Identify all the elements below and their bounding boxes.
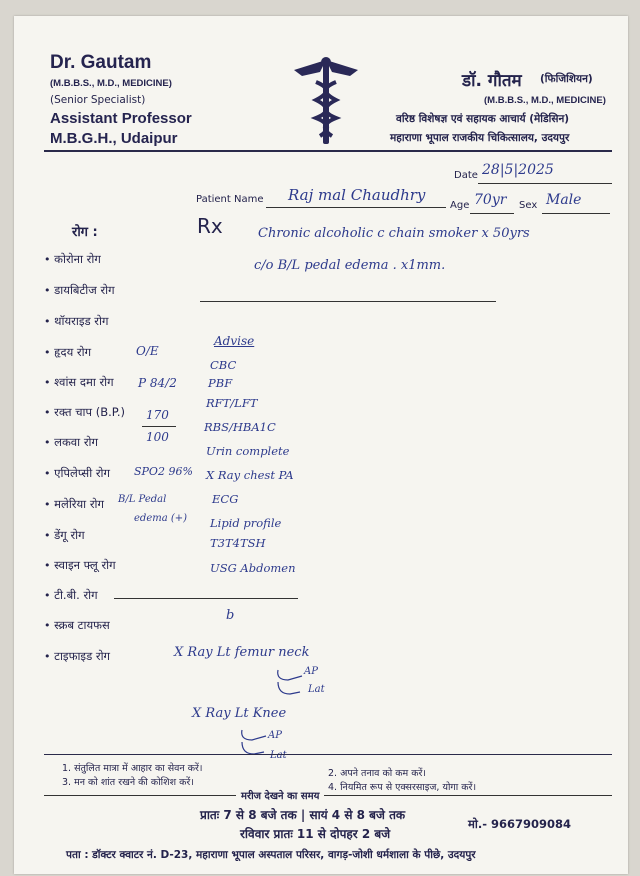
address: पता : डॉक्टर क्वाटर नं. D-23, महाराणा भूपाल अस्पताल परिसर, वागड़-जोशी धर्मशाला के पीछे, उदयपुर <box>66 849 476 861</box>
sex-line <box>542 213 610 214</box>
sex-value: Male <box>546 192 582 208</box>
list-item: • स्क्रब टायफस <box>44 618 110 632</box>
list-item: RFT/LFT <box>206 396 258 410</box>
doctor-role-hi: (फिजिशियन) <box>540 73 593 85</box>
timing-line <box>44 795 612 796</box>
pedal-note-1: B/L Pedal <box>118 494 167 505</box>
complaint-underline <box>200 301 496 302</box>
spo2-note: SPO2 96% <box>134 465 193 478</box>
footer-divider <box>44 754 612 755</box>
list-item: Urin complete <box>206 444 290 458</box>
list-item: T3T4TSH <box>210 536 266 550</box>
date-label: Date <box>454 170 478 181</box>
list-item: • मलेरिया रोग <box>44 497 104 511</box>
rx-symbol: Rx <box>197 214 223 238</box>
complaint-line-2: c/o B/L pedal edema . x1mm. <box>254 258 446 273</box>
pulse-note: P 84/2 <box>138 376 177 390</box>
list-item: USG Abdomen <box>210 561 296 575</box>
list-item: • स्वाइन फ्लू रोग <box>44 558 116 572</box>
list-item: X Ray chest PA <box>206 468 294 482</box>
list-item: • एपिलेप्सी रोग <box>44 466 110 480</box>
list-item: • रक्त चाप (B.P.) <box>44 405 126 419</box>
list-item: • डायबिटीज रोग <box>44 283 115 297</box>
xray-femur-lat: Lat <box>308 684 325 695</box>
timing-weekday: प्रातः 7 से 8 बजे तक | सायं 4 से 8 बजे तक <box>200 808 406 822</box>
list-item: • टाइफाइड रोग <box>44 649 111 663</box>
age-label: Age <box>450 200 470 211</box>
xray-femur: X Ray Lt femur neck <box>174 645 310 660</box>
complaint-line-1: Chronic alcoholic c chain smoker x 50yrs <box>258 226 530 241</box>
advice-3: 3. मन को शांत रखने की कोशिश करें। <box>62 777 194 788</box>
timing-heading: मरीज देखने का समय <box>236 788 324 802</box>
xray-knee-ap: AP <box>268 730 282 741</box>
doctor-degree-en: (M.B.B.S., M.D., MEDICINE) <box>50 78 172 89</box>
mobile-number: मो.- 9667909084 <box>468 817 572 831</box>
list-item: • डेंगू रोग <box>44 528 85 542</box>
list-item: • कोरोना रोग <box>44 252 101 266</box>
doctor-hospital-en: M.B.G.H., Udaipur <box>50 130 178 147</box>
tb-line <box>114 598 298 599</box>
list-item: RBS/HBA1C <box>204 420 276 434</box>
age-line <box>470 213 514 214</box>
cvs-note: O/E <box>136 344 159 358</box>
advice-4: 4. नियमित रूप से एक्सरसाइज, योगा करें। <box>328 782 477 793</box>
bp-top: 170 <box>146 408 169 422</box>
list-item: • लकवा रोग <box>44 435 98 449</box>
list-item: ECG <box>212 492 239 506</box>
patient-name-line <box>266 207 446 208</box>
doctor-name-hi: डॉ. गौतम <box>462 71 522 91</box>
prescription-page <box>14 16 628 874</box>
doctor-role-en: (Senior Specialist) <box>50 94 146 106</box>
xray-knee-lat: Lat <box>270 750 287 761</box>
timing-sunday: रविवार प्रातः 11 से दोपहर 2 बजे <box>240 827 391 841</box>
date-value: 28|5|2025 <box>482 162 554 178</box>
doctor-name-en: Dr. Gautam <box>50 52 152 73</box>
bp-bottom: 100 <box>146 430 169 444</box>
list-item: • थॉयराइड रोग <box>44 314 109 328</box>
advice-1: 1. संतुलित मात्रा में आहार का सेवन करें। <box>62 763 203 774</box>
list-item: PBF <box>208 376 233 390</box>
list-item: • श्वांस दमा रोग <box>44 375 114 389</box>
sex-label: Sex <box>519 200 538 211</box>
advice-2: 2. अपने तनाव को कम करें। <box>328 768 427 779</box>
pedal-note-2: edema (+) <box>134 513 188 524</box>
doctor-degree-hi: (M.B.B.S., M.D., MEDICINE) <box>484 95 606 106</box>
doctor-title-hi: वरिष्ठ विशेषज्ञ एवं सहायक आचार्य (मेडिसिन) <box>396 113 570 125</box>
bp-fraction-line <box>142 426 176 427</box>
xray-femur-ap: AP <box>304 666 318 677</box>
patient-name-label: Patient Name <box>196 194 264 205</box>
doctor-title-en: Assistant Professor <box>50 110 192 127</box>
list-item: Lipid profile <box>210 516 282 530</box>
list-item: • टी.बी. रोग <box>44 588 98 602</box>
tick-mark: b <box>226 608 235 623</box>
list-item: • हृदय रोग <box>44 345 92 359</box>
xray-knee: X Ray Lt Knee <box>192 706 287 721</box>
age-value: 70yr <box>474 192 507 208</box>
header-divider <box>44 150 612 152</box>
doctor-hospital-hi: महाराणा भूपाल राजकीय चिकित्सालय, उदयपुर <box>390 132 570 144</box>
list-item: CBC <box>210 358 237 372</box>
caduceus-icon <box>292 56 360 152</box>
patient-name-value: Raj mal Chaudhry <box>288 186 426 204</box>
advice-heading: Advise <box>214 334 255 348</box>
date-line <box>478 183 612 184</box>
disease-heading: रोग : <box>72 225 98 240</box>
